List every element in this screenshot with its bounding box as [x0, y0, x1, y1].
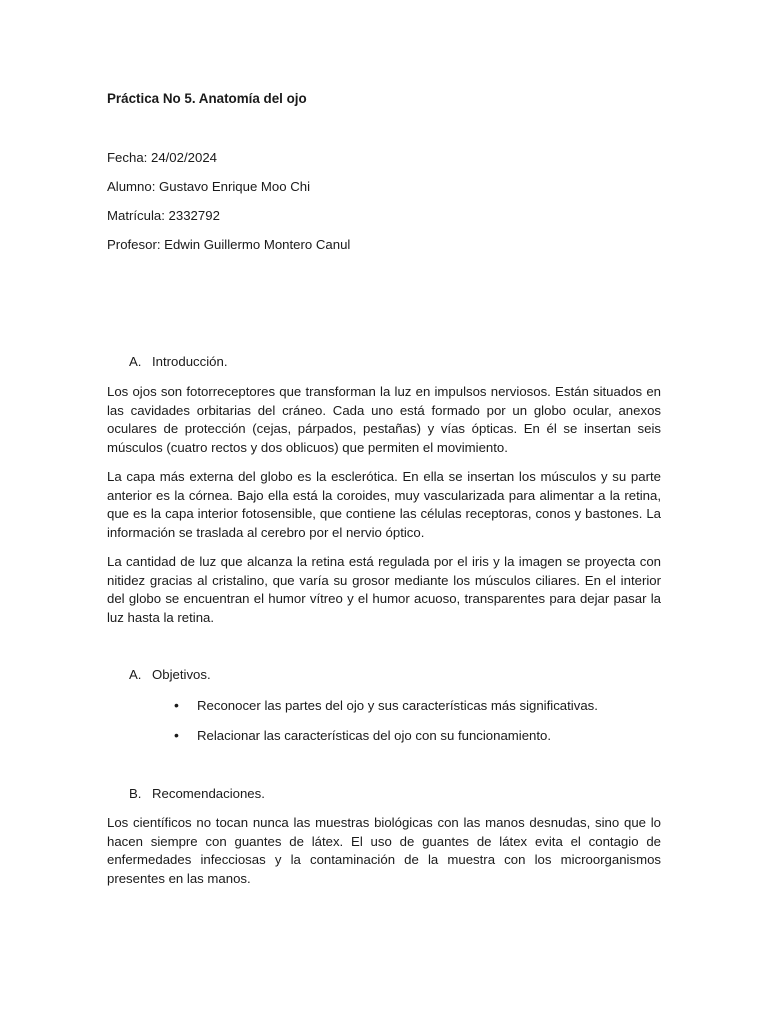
objective-text: Reconocer las partes del ojo y sus características más significativas. [197, 698, 598, 713]
section-introduccion-heading [129, 354, 228, 369]
recommendations-paragraph: Los científicos no tocan nunca las muestras biológicas con las manos desnudas, sino que lo hacen siempre con guantes de látex. El uso de guantes de látex evita el contagio de enfermedades infecciosas y la contaminación de la muestra con los microorganismos presentes en las manos. [107, 815, 661, 886]
intro-paragraph-1: Los ojos son fotorreceptores que transforman la luz en impulsos nerviosos. Están situados en las cavidades orbitarias del cráneo. Cada uno está formado por un globo ocular, anexos oculares de protección (cejas, párpados, pestañas) y vías ópticas. En él se insertan seis músculos (cuatro rectos y dos oblicuos) que permiten el movimiento. [107, 384, 661, 455]
intro-paragraph-3: La cantidad de luz que alcanza la retina está regulada por el iris y la imagen se proyecta con nitidez gracias al cristalino, que varía su grosor mediante los músculos ciliares. En el interior del globo se encuentran el humor vítreo y el humor acuoso, transparentes para dejar pasar la luz hasta la retina. [107, 554, 661, 625]
objective-item-2 [174, 727, 551, 743]
bullet-icon: • [174, 697, 179, 713]
student-line: Alumno: Gustavo Enrique Moo Chi [107, 179, 311, 194]
section-letter: A. [129, 667, 142, 682]
section-letter: A. [129, 354, 142, 369]
objective-text: Relacionar las características del ojo con su funcionamiento. [197, 728, 552, 743]
bullet-icon: • [174, 727, 179, 743]
section-letter: B. [129, 786, 142, 801]
professor-line: Profesor: Edwin Guillermo Montero Canul [107, 237, 351, 252]
section-title: Introducción. [152, 354, 228, 369]
section-objetivos-heading [129, 667, 211, 682]
document-title: Práctica No 5. Anatomía del ojo [107, 91, 307, 106]
section-title: Recomendaciones. [152, 786, 265, 801]
objective-item-1 [174, 697, 598, 713]
enrollment-line: Matrícula: 2332792 [107, 208, 220, 223]
section-title: Objetivos. [152, 667, 211, 682]
date-line: Fecha: 24/02/2024 [107, 150, 217, 165]
intro-paragraph-2: La capa más externa del globo es la esclerótica. En ella se insertan los músculos y su parte anterior es la córnea. Bajo ella está la coroides, muy vascularizada para alimentar a la retina, que es la capa interior fotosensible, que contiene las células receptoras, conos y bastones. La información se traslada al cerebro por el nervio óptico. [107, 469, 661, 540]
section-recomendaciones-heading [129, 786, 265, 801]
